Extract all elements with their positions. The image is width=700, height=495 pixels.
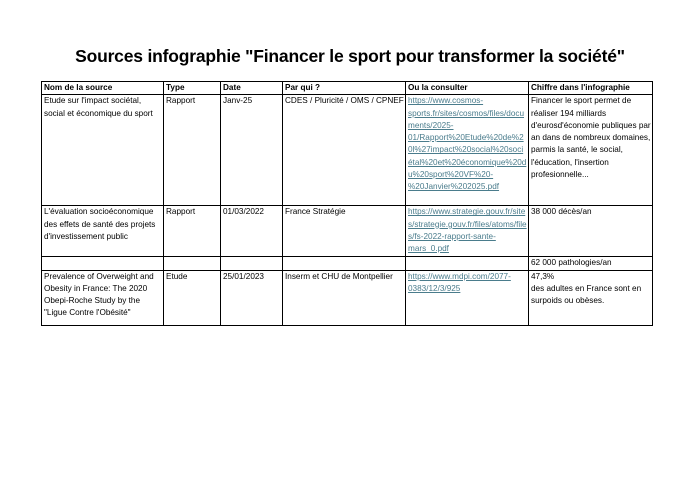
cell-date: Janv-25 [221, 95, 283, 206]
cell-link [406, 257, 529, 270]
cell-link [406, 206, 529, 257]
cell-name: Etude sur l'impact sociétal, social et économique du sport [42, 95, 164, 206]
cell-type: Etude [164, 270, 221, 325]
cell-by: CDES / Pluricité / OMS / CPNEF [283, 95, 406, 206]
table-row [42, 95, 653, 206]
cell-link [406, 270, 529, 325]
cell-link [406, 95, 529, 206]
cell-type: Rapport [164, 95, 221, 206]
column-header-by: Par qui ? [283, 82, 406, 95]
cell-by: France Stratégie [283, 206, 406, 257]
cell-type: Rapport [164, 206, 221, 257]
table-header-row [42, 82, 653, 95]
cell-name: Prevalence of Overweight and Obesity in France: The 2020 Obepi-Roche Study by the "Ligue Contre l'Obésité" [42, 270, 164, 325]
source-link[interactable]: https://www.strategie.gouv.fr/sites/strategie.gouv.fr/files/atoms/files/fs-2022-rapport-sante-mars_0.pdf [408, 207, 527, 254]
table-row [42, 257, 653, 270]
column-header-figure: Chiffre dans l'infographie [529, 82, 653, 95]
source-link[interactable]: https://www.cosmos-sports.fr/sites/cosmos/files/documents/2025-01/Rapport%20Etude%20de%20l%27impact%20social%20sociétal%20et%20économique%20du%20sport%20VF%20-%20Janvier%202025.pdf [408, 96, 527, 192]
table-row [42, 270, 653, 325]
cell-figure: 62 000 pathologies/an [529, 257, 653, 270]
figure-text: des adultes en France sont en surpoids ou obèses. [531, 283, 642, 306]
cell-figure: Financer le sport permet de réaliser 194 milliards d'eurosd'économie publiques par an dans de nombreux domaines, parmis la santé, le social, l'éducation, l'insertion profesionnelle... [529, 95, 653, 206]
cell-date: 25/01/2023 [221, 270, 283, 325]
figure-value: 47,3% [531, 271, 555, 281]
cell-by [283, 257, 406, 270]
column-header-name: Nom de la source [42, 82, 164, 95]
cell-figure [529, 270, 653, 325]
cell-figure: 38 000 décès/an [529, 206, 653, 257]
source-link[interactable]: https://www.mdpi.com/2077-0383/12/3/925 [408, 271, 511, 293]
cell-name: L'évaluation socioéconomique des effets de santé des projets d'investissement public [42, 206, 164, 257]
cell-type [164, 257, 221, 270]
cell-date [221, 257, 283, 270]
column-header-link: Ou la consulter [406, 82, 529, 95]
column-header-type: Type [164, 82, 221, 95]
cell-by: Inserm et CHU de Montpellier [283, 270, 406, 325]
sources-table [41, 81, 653, 326]
column-header-date: Date [221, 82, 283, 95]
page-title: Sources infographie "Financer le sport pour transformer la société" [75, 46, 625, 66]
cell-name [42, 257, 164, 270]
cell-date: 01/03/2022 [221, 206, 283, 257]
table-row [42, 206, 653, 257]
